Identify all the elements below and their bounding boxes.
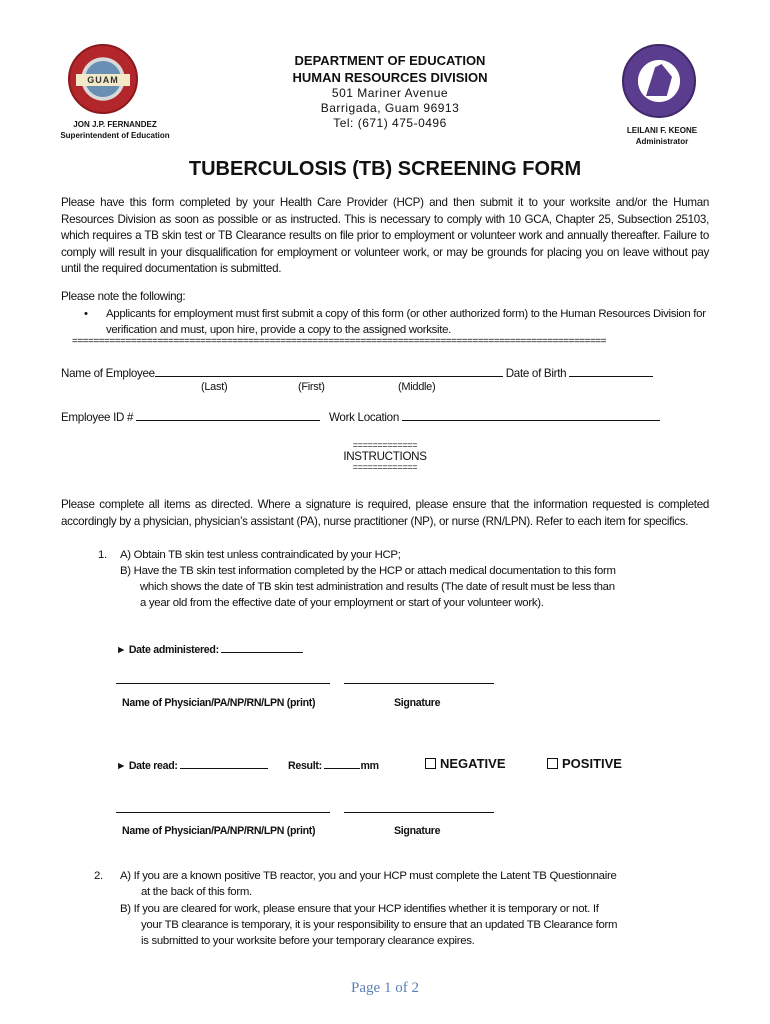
negative-label: NEGATIVE: [440, 756, 506, 771]
positive-label: POSITIVE: [562, 756, 622, 771]
page-number: Page 1 of 2: [351, 980, 419, 996]
last-name-caption: (Last): [201, 381, 228, 393]
instructions-heading: [330, 441, 440, 472]
item-2-b-line-1: B) If you are cleared for work, please ensure that your HCP identifies whether it is temporary or not. If: [120, 903, 599, 915]
date-read-row: [116, 758, 268, 772]
instructions-rule-top: =============: [352, 440, 418, 450]
date-administered-row: [116, 642, 303, 656]
employee-id-label: Employee ID #: [61, 411, 134, 424]
superintendent-title: Superintendent of Education: [60, 131, 170, 140]
employee-name-label: Name of Employee: [61, 367, 155, 380]
physician-name-label-2: Name of Physician/PA/NP/RN/LPN (print): [122, 825, 316, 837]
mm-unit: mm: [360, 760, 379, 772]
dob-label: Date of Birth: [505, 367, 567, 380]
administrator-block: [600, 125, 724, 147]
first-name-caption: (First): [298, 381, 325, 393]
employee-id-row: [61, 410, 660, 424]
date-administered-label: ► Date administered:: [116, 644, 219, 656]
physician-name-line-2[interactable]: [116, 812, 330, 813]
address-line-2: Barrigada, Guam 96913: [320, 101, 460, 115]
work-location-field[interactable]: [402, 410, 660, 421]
seal-band-text: GUAM: [76, 74, 130, 86]
administrator-name: LEILANI F. KEONE: [626, 126, 698, 135]
dob-field[interactable]: [569, 366, 653, 377]
item-1-b-line-3: a year old from the effective date of your employment or start of your volunteer work).: [140, 597, 544, 609]
result-field[interactable]: [324, 758, 360, 769]
hr-division-seal-right: [622, 44, 696, 118]
result-label: Result:: [288, 760, 322, 772]
middle-name-caption: (Middle): [398, 381, 436, 393]
instructions-text: Please complete all items as directed. Where a signature is required, please ensure that the information requested is completed accordingly by a physician, physician’s assistant (PA), nurse practitioner (NP), or nurse (RN/LPN). Refer to each item for specifics.: [61, 498, 709, 528]
item-1-b-line-2: which shows the date of TB skin test administration and results (The date of result must be less than: [140, 581, 615, 593]
signature-label-1: Signature: [394, 697, 441, 709]
superintendent-name: JON J.P. FERNANDEZ: [73, 120, 157, 129]
note-bullet-text: Applicants for employment must first submit a copy of this form (or other authorized form) to the Human Resources Division for verification and must, upon hire, provide a copy to the assigned worksite.: [106, 308, 706, 336]
employee-id-field[interactable]: [136, 410, 320, 421]
seal-emblem: [646, 64, 672, 96]
item-2-b-line-3: is submitted to your worksite before your temporary clearance expires.: [141, 935, 475, 947]
note-heading: Please note the following:: [61, 290, 186, 303]
positive-option[interactable]: [547, 756, 622, 771]
item-2-number: 2.: [94, 870, 103, 882]
employee-name-field[interactable]: [155, 366, 503, 377]
date-read-field[interactable]: [180, 758, 268, 769]
instructions-label: INSTRUCTIONS: [343, 450, 427, 463]
negative-checkbox-icon[interactable]: [425, 758, 436, 769]
address-block: [230, 86, 550, 131]
item-1-number: 1.: [98, 549, 107, 561]
administrator-title: Administrator: [635, 137, 689, 146]
phone-line: Tel: (671) 475-0496: [333, 116, 447, 130]
item-1-a: A) Obtain TB skin test unless contraindicated by your HCP;: [120, 549, 401, 561]
result-row: [288, 758, 379, 772]
employee-name-row: [61, 366, 653, 380]
guam-doe-seal-left: [68, 44, 138, 114]
note-bullet: [84, 306, 709, 338]
item-2-a-line-1: A) If you are a known positive TB reactor, you and your HCP must complete the Latent TB Questionnaire: [120, 870, 617, 882]
work-location-label: Work Location: [328, 411, 399, 424]
department-heading: [230, 52, 550, 86]
form-title: TUBERCULOSIS (TB) SCREENING FORM: [188, 158, 582, 180]
bullet-icon: •: [84, 308, 88, 320]
item-2-b-line-2: your TB clearance is temporary, it is your responsibility to ensure that an updated TB Clearance form: [141, 919, 618, 931]
physician-name-line-1[interactable]: [116, 683, 330, 684]
intro-paragraph: Please have this form completed by your Health Care Provider (HCP) and then submit it to your worksite and/or the Human Resources Division as soon as possible or as instructed. This is necessary to comply with 10 GCA, Chapter 25, Subsection 25103, which requires a TB skin test or TB Clearance results on file prior to employment or volunteer work and annually thereafter. Failure to comply will result in your disqualification for employment or volunteer work, or may be grounds for placing you on leave without pay until the required documentation is submitted.: [61, 196, 709, 276]
physician-name-label-1: Name of Physician/PA/NP/RN/LPN (print): [122, 697, 316, 709]
date-read-label: ► Date read:: [116, 760, 178, 772]
dept-line-2: HUMAN RESOURCES DIVISION: [292, 70, 488, 85]
instructions-rule-bottom: =============: [352, 462, 418, 472]
date-administered-field[interactable]: [221, 642, 303, 653]
signature-line-1[interactable]: [344, 683, 494, 684]
dept-line-1: DEPARTMENT OF EDUCATION: [294, 53, 486, 68]
positive-checkbox-icon[interactable]: [547, 758, 558, 769]
item-2-a-line-2: at the back of this form.: [141, 886, 252, 898]
superintendent-block: [40, 119, 190, 141]
separator-line: ====================================================================================================: [72, 337, 606, 347]
negative-option[interactable]: [425, 756, 506, 771]
signature-line-2[interactable]: [344, 812, 494, 813]
signature-label-2: Signature: [394, 825, 441, 837]
item-1-b-line-1: B) Have the TB skin test information completed by the HCP or attach medical documentation to this form: [120, 565, 616, 577]
address-line-1: 501 Mariner Avenue: [331, 86, 449, 100]
